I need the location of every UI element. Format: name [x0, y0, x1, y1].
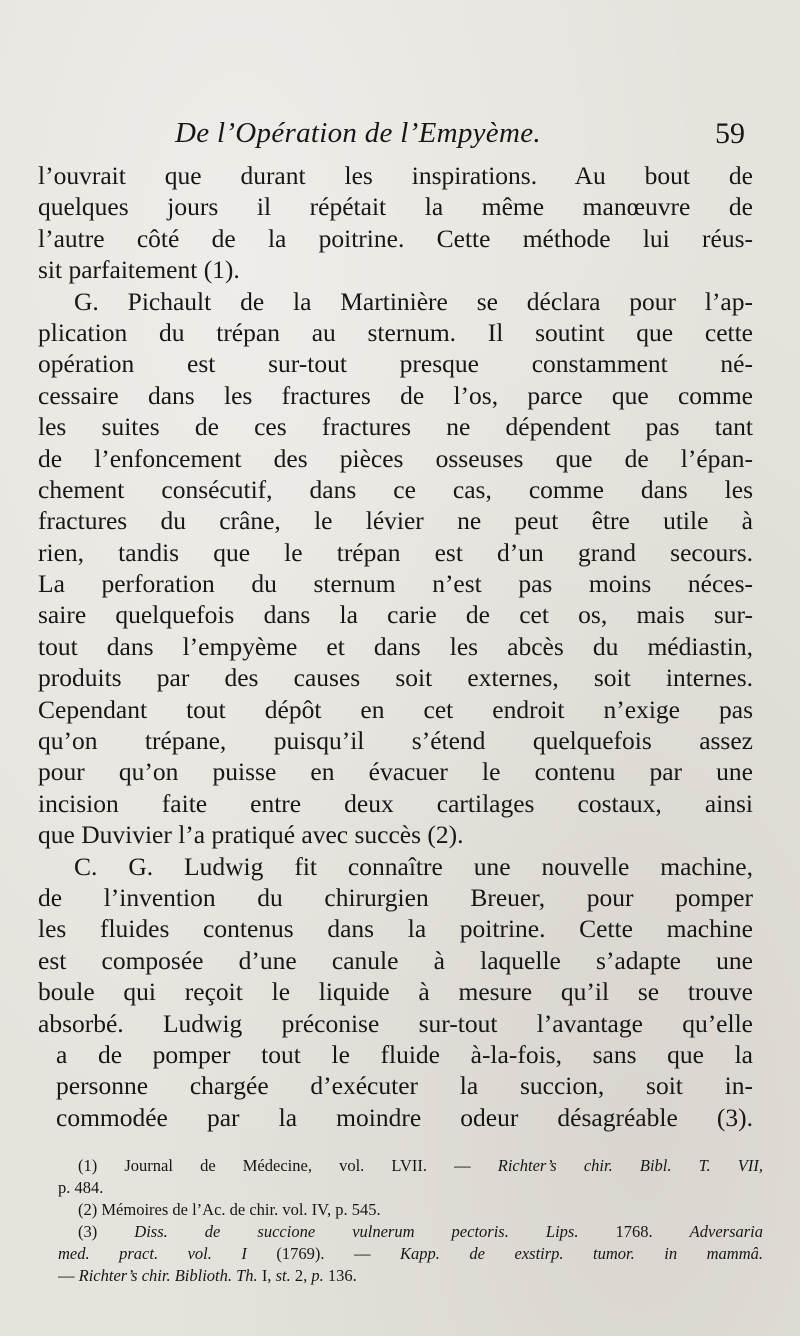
footnote-3-st: st. [275, 1266, 291, 1285]
text-line: G. Pichault de la Martinière se déclara pour l’ap- [74, 286, 753, 316]
footnote-3-volume: vol. I [187, 1244, 247, 1263]
text-line: rien, tandis que le trépan est d’un grand secours. [38, 537, 753, 567]
footnote-1-reference: Richter’s chir. Bibl. T. VII, [497, 1156, 763, 1175]
footnote-3-line-2 [58, 1243, 763, 1265]
footnote-3-year: 1768. [615, 1222, 653, 1241]
text-line: commodée par la moindre odeur désagréable (3). [56, 1102, 753, 1132]
footnote-3-line-3 [58, 1265, 763, 1287]
footnote-3-volume-2: I, [261, 1266, 272, 1285]
text-line: sit parfaitement (1). [38, 255, 240, 285]
text-line: Cependant tout dépôt en cet endroit n’exige pas [38, 694, 753, 724]
footnote-3-richter-ref: Richter’s chir. Biblioth. Th. [78, 1266, 258, 1285]
footnote-3-p: p. [311, 1266, 324, 1285]
footnote-3-ref-cont: med. pract. [58, 1244, 159, 1263]
text-line: saire quelquefois dans la carie de cet os, mais sur- [38, 600, 753, 630]
text-line: La perforation du sternum n’est pas moins néces- [38, 569, 753, 599]
text-line: de l’enfoncement des pièces osseuses que de l’épan- [38, 443, 753, 473]
footnote-1-text: (1) Journal de Médecine, vol. LVII. — [78, 1156, 471, 1175]
text-line: est composée d’une canule à laquelle s’adapte une [38, 945, 753, 975]
text-line: l’ouvrait que durant les inspirations. Au bout de [38, 161, 753, 190]
footnote-3-title: Diss. de succione vulnerum pectoris. Lips. [134, 1222, 579, 1241]
text-line: personne chargée d’exécuter la succion, soit in- [56, 1071, 753, 1101]
footnote-3-dash: — [58, 1266, 75, 1285]
text-line: chement consécutif, dans ce cas, comme dans les [38, 474, 753, 504]
footnote-3-ref: Adversaria [689, 1222, 763, 1241]
text-line: plication du trépan au sternum. Il soutint que cette [38, 317, 753, 347]
text-line: l’autre côté de la poitrine. Cette méthode lui réus- [38, 223, 753, 253]
footnote-3-year-2: (1769). — [276, 1244, 371, 1263]
text-line: tout dans l’empyème et dans les abcès du médiastin, [38, 631, 753, 661]
text-line: fractures du crâne, le lévier ne peut être utile à [38, 506, 753, 536]
text-line: opération est sur-tout presque constamment né- [38, 349, 753, 379]
footnote-3-st-num: 2, [294, 1266, 308, 1285]
body-text [38, 160, 753, 1133]
text-line: les fluides contenus dans la poitrine. Cette machine [38, 914, 753, 944]
footnote-2: (2) Mémoires de l’Ac. de chir. vol. IV, p. 545. [78, 1200, 381, 1219]
footnote-3-page: 136. [327, 1266, 357, 1285]
footnote-3 [58, 1221, 763, 1243]
text-line: produits par des causes soit externes, soit internes. [38, 663, 753, 693]
text-line: C. G. Ludwig fit connaître une nouvelle machine, [74, 851, 753, 881]
footnote-1-continuation: p. 484. [58, 1178, 104, 1197]
text-line: que Duvivier l’a pratiqué avec succès (2). [38, 820, 464, 850]
footnotes [58, 1155, 763, 1287]
text-line: boule qui reçoit le liquide à mesure qu’il se trouve [38, 977, 753, 1007]
text-line: cessaire dans les fractures de l’os, parce que comme [38, 380, 753, 410]
page-number: 59 [715, 117, 745, 150]
text-line: incision faite entre deux cartilages costaux, ainsi [38, 788, 753, 818]
running-head [175, 117, 745, 157]
text-line: a de pomper tout le fluide à-la-fois, sans que la [56, 1039, 753, 1069]
text-line: qu’on trépane, puisqu’il s’étend quelquefois assez [38, 726, 753, 756]
text-line: pour qu’on puisse en évacuer le contenu par une [38, 757, 753, 787]
footnote-1 [58, 1155, 763, 1177]
footnote-3-marker: (3) [78, 1222, 98, 1241]
footnote-3-kapp-ref: Kapp. de exstirp. tumor. in mammâ. [400, 1244, 763, 1263]
text-line: absorbé. Ludwig préconise sur-tout l’avantage qu’elle [38, 1008, 753, 1038]
text-line: les suites de ces fractures ne dépendent pas tant [38, 412, 753, 442]
text-line: de l’invention du chirurgien Breuer, pour pomper [38, 882, 753, 912]
text-line: quelques jours il répétait la même manœuvre de [38, 192, 753, 222]
running-title: De l’Opération de l’Empyème. [175, 117, 541, 149]
